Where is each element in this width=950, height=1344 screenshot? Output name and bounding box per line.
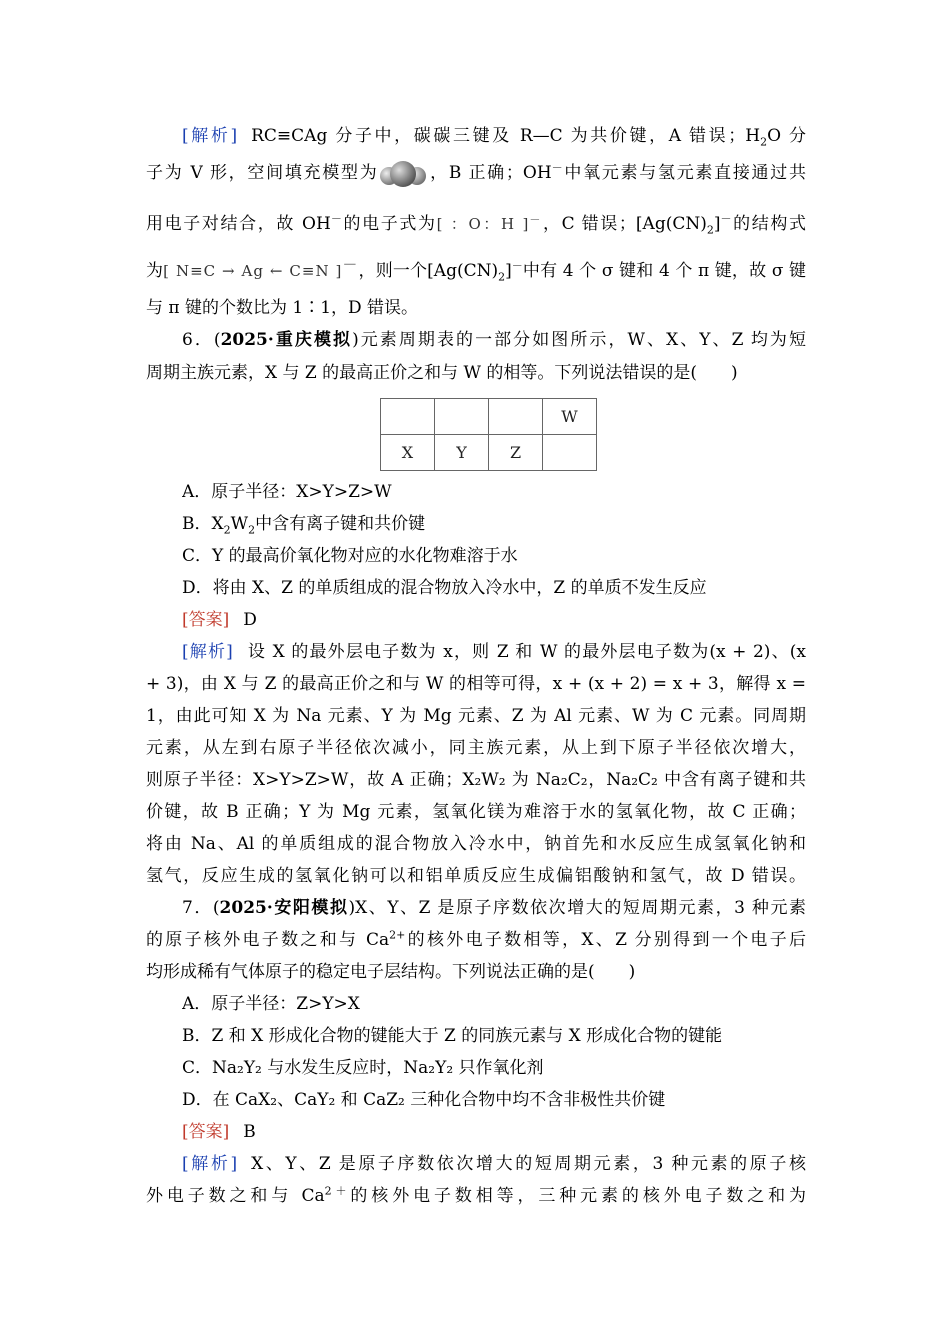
q7-stem-line-1: 7．(2025·安阳模拟)X、Y、Z 是原子序数依次增大的短周期元素，3 种元素 <box>182 898 806 918</box>
table-row <box>381 435 597 471</box>
q6-option-d: D．将由 X、Z 的单质组成的混合物放入冷水中，Z 的单质不发生反应 <box>182 578 707 598</box>
table-cell <box>489 399 543 435</box>
prev-analysis-line-5: 与 π 键的个数比为 1∶1，D 错误。 <box>146 298 419 318</box>
prev-analysis-line-4: 为[ N≡C → Ag ← C≡N ]－，则一个$[Ag(CN)_2]^-$中有 4 个 σ 键和 4 个 π 键，故 σ 键 <box>146 256 806 284</box>
prev-analysis-line-1: [解析] RC≡CAg 分子中，碳碳三键及 R—C 为共价键，A 错误；$H_2O$ 分 <box>182 126 806 149</box>
q6-analysis-line-5: 则原子半径：X>Y>Z>W，故 A 正确；X₂W₂ 为 Na₂C₂，Na₂C₂ 中含有离子键和共 <box>146 770 806 790</box>
q7-option-d: D．在 CaX₂、CaY₂ 和 CaZ₂ 三种化合物中均不含非极性共价键 <box>182 1090 666 1110</box>
water-space-filling-model-icon <box>378 161 428 187</box>
analysis-tag: [解析] <box>182 642 233 662</box>
table-cell <box>435 399 489 435</box>
q6-stem-line-1: 6．(2025·重庆模拟)元素周期表的一部分如图所示，W、X、Y、Z 均为短 <box>182 330 806 350</box>
q6-analysis-line-4: 元素，从左到右原子半径依次减小，同主族元素，从上到下原子半径依次增大， <box>146 738 806 758</box>
table-cell: Y <box>435 435 489 471</box>
q6-analysis-line-6: 价键，故 B 正确；Y 为 Mg 元素，氢氧化镁为难溶于水的氢氧化物，故 C 正确； <box>146 802 806 822</box>
q6-option-b: B．$X_2W_2$中含有离子键和共价键 <box>182 514 426 537</box>
q7-stem-line-3: 均形成稀有气体原子的稳定电子层结构。下列说法正确的是( ) <box>146 962 636 982</box>
table-cell <box>543 435 597 471</box>
q7-source: 2025·安阳模拟 <box>219 898 349 918</box>
periodic-table-fragment <box>380 398 597 471</box>
prev-analysis-line-3: 用电子对结合，故 OH－的电子式为[ ：·· O ··：H ]－，C 错误；$[Ag(CN)_2]^-$的结构式 <box>146 207 806 241</box>
q7-option-c: C．Na₂Y₂ 与水发生反应时，Na₂Y₂ 只作氧化剂 <box>182 1058 544 1078</box>
answer-tag: [答案] <box>182 1122 230 1142</box>
q7-stem-line-2: 的原子核外电子数之和与 $Ca^{2+}$的核外电子数相等，X、Z 分别得到一个电子后 <box>146 928 806 950</box>
analysis-tag: [解析] <box>182 126 238 146</box>
table-row <box>381 399 597 435</box>
q6-stem-line-2: 周期主族元素，X 与 Z 的最高正价之和与 W 的相等。下列说法错误的是( ) <box>146 363 738 383</box>
prev-analysis-line-2: 子为 V 形，空间填充模型为 ，B 正确；OH－中氧元素与氢元素直接通过共 <box>146 158 806 188</box>
q6-answer: [答案] D <box>182 610 257 630</box>
q6-analysis-line-7: 将由 Na、Al 的单质组成的混合物放入冷水中，钠首先和水反应生成氢氧化钠和 <box>146 834 806 854</box>
q7-analysis-line-1: [解析] X、Y、Z 是原子序数依次增大的短周期元素，3 种元素的原子核 <box>182 1154 806 1174</box>
q7-analysis-line-2: 外电子数之和与 $Ca^{2+}$的核外电子数相等，三种元素的核外电子数之和为 <box>146 1184 806 1206</box>
q6-analysis-line-3: 1，由此可知 X 为 Na 元素、Y 为 Mg 元素、Z 为 Al 元素、W 为 C 元素。同周期 <box>146 706 806 726</box>
table-cell <box>381 399 435 435</box>
table-cell: Z <box>489 435 543 471</box>
q6-analysis-line-2: + 3)，由 X 与 Z 的最高正价之和与 W 的相等可得，x + (x + 2) = x + 3，解得 x = <box>146 674 806 694</box>
q7-option-b: B．Z 和 X 形成化合物的键能大于 Z 的同族元素与 X 形成化合物的键能 <box>182 1026 723 1046</box>
q7-option-a: A．原子半径：Z>Y>X <box>182 994 360 1014</box>
table-cell: W <box>543 399 597 435</box>
answer-tag: [答案] <box>182 610 230 630</box>
silver-cyanide-structure-formula: [ N≡C → Ag ← C≡N ] <box>163 262 343 280</box>
q6-analysis-line-1: [解析] 设 X 的最外层电子数为 x，则 Z 和 W 的最外层电子数为(x + 2)、(x <box>182 642 806 662</box>
q7-answer: [答案] B <box>182 1122 256 1142</box>
q6-option-c: C．Y 的最高价氧化物对应的水化物难溶于水 <box>182 546 518 566</box>
hydroxide-electron-formula: [ ：·· O ··：H ]－ <box>437 215 542 233</box>
table-cell: X <box>381 435 435 471</box>
q6-source: 2025·重庆模拟 <box>220 330 353 350</box>
q6-option-a: A．原子半径：X>Y>Z>W <box>182 482 392 502</box>
analysis-tag: [解析] <box>182 1154 238 1174</box>
q6-analysis-line-8: 氢气，反应生成的氢氧化钠可以和铝单质反应生成偏铝酸钠和氢气，故 D 错误。 <box>146 866 806 886</box>
